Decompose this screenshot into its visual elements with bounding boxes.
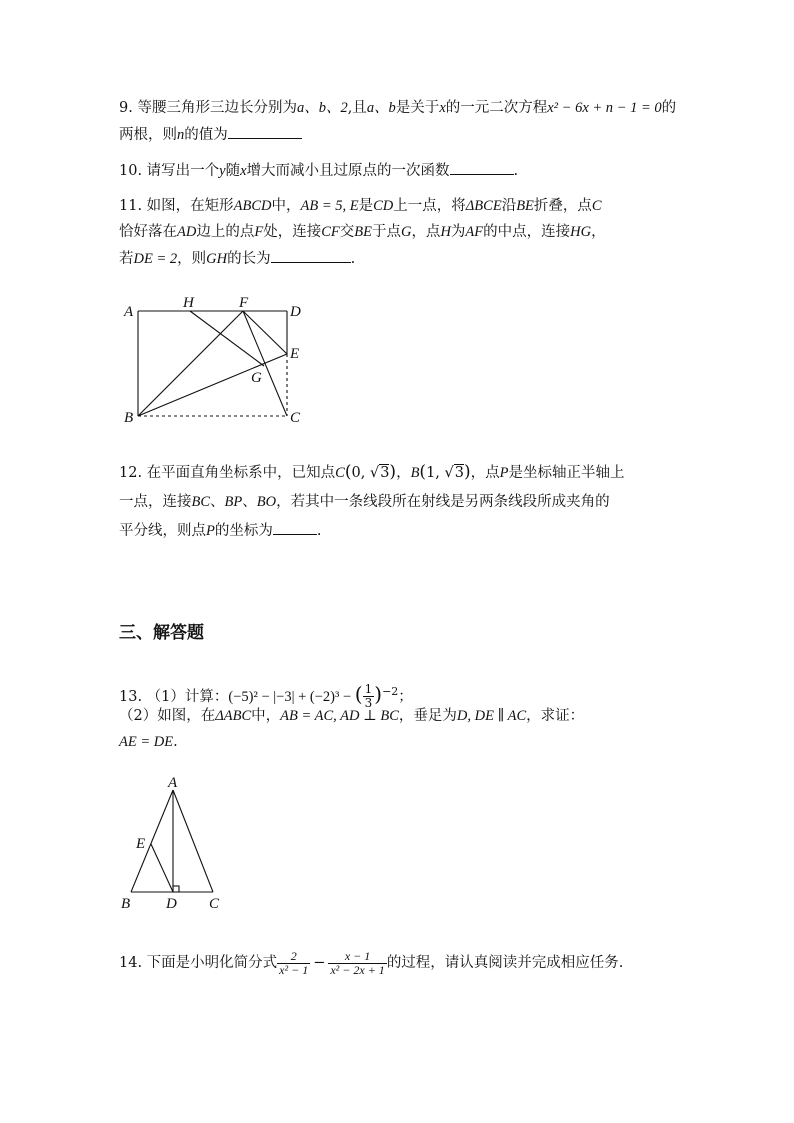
q11-period: . xyxy=(350,251,356,267)
segment-BF xyxy=(138,311,243,416)
q11-math: G xyxy=(400,224,412,240)
segment-HG xyxy=(190,311,264,366)
q12-text: 、 xyxy=(242,494,257,510)
q13-period: . xyxy=(173,734,178,750)
q9-math: a、b、2 xyxy=(296,100,348,116)
fraction-numerator: 2 xyxy=(277,950,310,964)
q10-text: 增大而减小且过原点的一次函数 xyxy=(246,163,450,179)
q11-math: BE xyxy=(354,224,372,240)
label-B: B xyxy=(124,410,134,426)
q10-period: . xyxy=(513,163,519,179)
q11-math: F xyxy=(254,224,264,240)
q11-math: ABCD xyxy=(233,198,272,214)
q13-text: （1）计算： xyxy=(146,688,229,705)
q10-math: y xyxy=(219,163,226,179)
q10-line xyxy=(119,160,518,181)
q13-text: ； xyxy=(398,688,413,705)
label-E: E xyxy=(290,346,300,362)
q9-number: 9. xyxy=(119,100,133,116)
label-D: D xyxy=(290,304,301,320)
q11-text: ，点 xyxy=(411,224,441,240)
fraction-denominator: 3 xyxy=(364,696,373,711)
q11-text: 如图，在矩形 xyxy=(146,198,234,214)
q9-line2 xyxy=(119,124,302,145)
q11-line2 xyxy=(119,222,606,242)
q9-text: ,且 xyxy=(347,100,367,116)
fraction-denominator: x² − 2x + 1 xyxy=(330,962,385,977)
q9-equation: x² − 6x + n − 1 = 0 xyxy=(547,100,662,116)
q13-line3 xyxy=(119,732,178,752)
q14-operator: − xyxy=(313,955,326,971)
answer-blank[interactable] xyxy=(271,248,351,263)
q11-math: CF xyxy=(321,224,340,240)
q11-text: 中， xyxy=(271,198,301,214)
segment-FE xyxy=(243,311,287,354)
q12-math: 3 xyxy=(454,465,464,481)
q11-math: BE xyxy=(516,198,534,214)
q10-text: 随 xyxy=(225,163,241,179)
q11-rectangle-figure xyxy=(118,290,318,430)
q12-text: 在平面直角坐标系中，已知点 xyxy=(146,465,336,481)
q12-line1: 12. 在平面直角坐标系中，已知点C(0, √3)，B(1, √3)，点P是坐标轴正半轴上 xyxy=(119,462,625,482)
q11-math: GH xyxy=(206,251,228,267)
q13-triangle-figure xyxy=(115,772,235,912)
q11-math: H xyxy=(440,224,451,240)
q14-text: 下面是小明化简分式 xyxy=(146,955,278,971)
q12-text: 平分线，则点 xyxy=(119,523,206,539)
q9-text: 的值为 xyxy=(184,127,228,143)
q13-math: AB = AC, AD ⊥ BC xyxy=(280,708,399,724)
section-heading: 三、解答题 xyxy=(119,623,204,643)
q13-math: AE = DE xyxy=(119,734,174,750)
label-H: H xyxy=(183,295,194,311)
q12-text: ， xyxy=(396,465,411,481)
segment-DE xyxy=(151,844,173,892)
q11-text: 交 xyxy=(339,224,355,240)
q12-math: BP xyxy=(224,494,243,510)
q11-math: AF xyxy=(465,224,484,240)
q11-text: 为 xyxy=(450,224,466,240)
q11-math: HG xyxy=(570,224,592,240)
q9-text: 的 xyxy=(661,100,677,116)
q12-number: 12. xyxy=(119,465,143,481)
q14-fraction-1 xyxy=(277,950,310,977)
label-F: F xyxy=(239,295,249,311)
label-D: D xyxy=(166,896,177,912)
q12-text: 的坐标为 xyxy=(214,523,273,539)
q12-math: BC xyxy=(191,494,211,510)
q12-math: 3 xyxy=(380,465,390,481)
q11-math: CD xyxy=(373,198,394,214)
q9-math: x xyxy=(439,100,446,116)
label-A: A xyxy=(124,304,134,320)
label-C: C xyxy=(290,410,301,426)
q11-line1 xyxy=(119,196,602,216)
q11-text: 恰好落在 xyxy=(119,224,177,240)
label-E: E xyxy=(136,836,146,852)
q12-line2 xyxy=(119,492,610,512)
q11-text: ， xyxy=(591,224,606,240)
q13-number: 13. xyxy=(119,688,143,705)
q11-math: AB = 5, E xyxy=(300,198,359,214)
q12-text: ，若其中一条线段所在射线是另两条线段所成夹角的 xyxy=(276,494,610,510)
q12-math: 1 xyxy=(426,465,436,481)
right-angle-marker xyxy=(173,886,179,892)
q9-text: 的一元二次方程 xyxy=(445,100,548,116)
q11-text: 是 xyxy=(358,198,374,214)
q11-math: ΔBCE xyxy=(465,198,502,214)
q11-math: DE = 2 xyxy=(133,251,178,267)
q11-text: 于点 xyxy=(371,224,401,240)
q9-text: 等腰三角形三边长分别为 xyxy=(137,100,297,116)
q9-line1 xyxy=(119,98,676,118)
q12-period: . xyxy=(316,523,322,539)
q12-text: ，点 xyxy=(470,465,500,481)
q9-text: 是关于 xyxy=(395,100,440,116)
q14-line xyxy=(119,948,623,978)
q13-text: ，求证： xyxy=(526,708,585,724)
q9-text: 两根，则 xyxy=(119,127,177,143)
answer-blank[interactable] xyxy=(273,520,317,535)
q14-text: 的过程，请认真阅读并完成相应任务. xyxy=(386,955,624,971)
q11-text: 的长为 xyxy=(227,251,271,267)
q13-line2 xyxy=(119,706,584,726)
q11-text: 折叠，点 xyxy=(533,198,592,214)
q9-math: a、b xyxy=(366,100,396,116)
q10-text: 请写出一个 xyxy=(146,163,220,179)
fraction-numerator: x − 1 xyxy=(328,950,386,964)
answer-blank[interactable] xyxy=(450,160,514,175)
label-B: B xyxy=(121,896,131,912)
answer-blank[interactable] xyxy=(228,124,302,139)
q13-math: ΔABC xyxy=(215,708,252,724)
q12-math: BO xyxy=(256,494,277,510)
q12-text: 、 xyxy=(210,494,225,510)
fraction-denominator: x² − 1 xyxy=(279,962,309,977)
label-G: G xyxy=(251,370,262,386)
q12-math: P xyxy=(499,465,509,481)
label-A: A xyxy=(168,775,178,791)
q11-text: 边上的点 xyxy=(196,224,255,240)
q10-math: x xyxy=(240,163,247,179)
q11-number: 11. xyxy=(119,198,143,214)
q12-text: 一点，连接 xyxy=(119,494,192,510)
q11-text: 沿 xyxy=(501,198,517,214)
q13-expression: (−5)² − |−3| + (−2)³ − xyxy=(228,688,355,705)
q13-math: D, DE ∥ AC xyxy=(456,708,527,724)
q13-text: ，垂足为 xyxy=(398,708,457,724)
q14-number: 14. xyxy=(119,955,143,971)
q12-line3 xyxy=(119,520,321,541)
q13-text: （2）如图，在 xyxy=(119,708,216,724)
q12-math: P xyxy=(206,523,215,539)
q13-text: 中， xyxy=(251,708,281,724)
q14-fraction-2 xyxy=(328,950,386,977)
q12-math: B xyxy=(410,465,420,481)
segment-AC xyxy=(173,790,213,892)
fraction-numerator: 1 xyxy=(364,682,373,697)
q11-line3 xyxy=(119,248,355,269)
q12-math: 0 xyxy=(351,465,361,481)
q12-text: 是坐标轴正半轴上 xyxy=(508,465,625,481)
q11-text: 处，连接 xyxy=(263,224,322,240)
q12-math: C xyxy=(335,465,345,481)
q13-exponent: −2 xyxy=(382,685,399,698)
q11-text: ，则 xyxy=(177,251,207,267)
q9-math: n xyxy=(177,127,185,143)
label-C: C xyxy=(209,896,220,912)
q13-line1: 13. （1）计算：(−5)² − |−3| + (−2)³ − ( $\frac{1}{3}$ )$^{-2}$； xyxy=(119,681,413,711)
segment-FC xyxy=(243,311,287,416)
q10-number: 10. xyxy=(119,163,143,179)
q11-math: C xyxy=(591,198,602,214)
q11-text: 的中点，连接 xyxy=(483,224,571,240)
q11-text: 若 xyxy=(119,251,134,267)
q11-text: 上一点，将 xyxy=(393,198,466,214)
q11-math: AD xyxy=(177,224,197,240)
